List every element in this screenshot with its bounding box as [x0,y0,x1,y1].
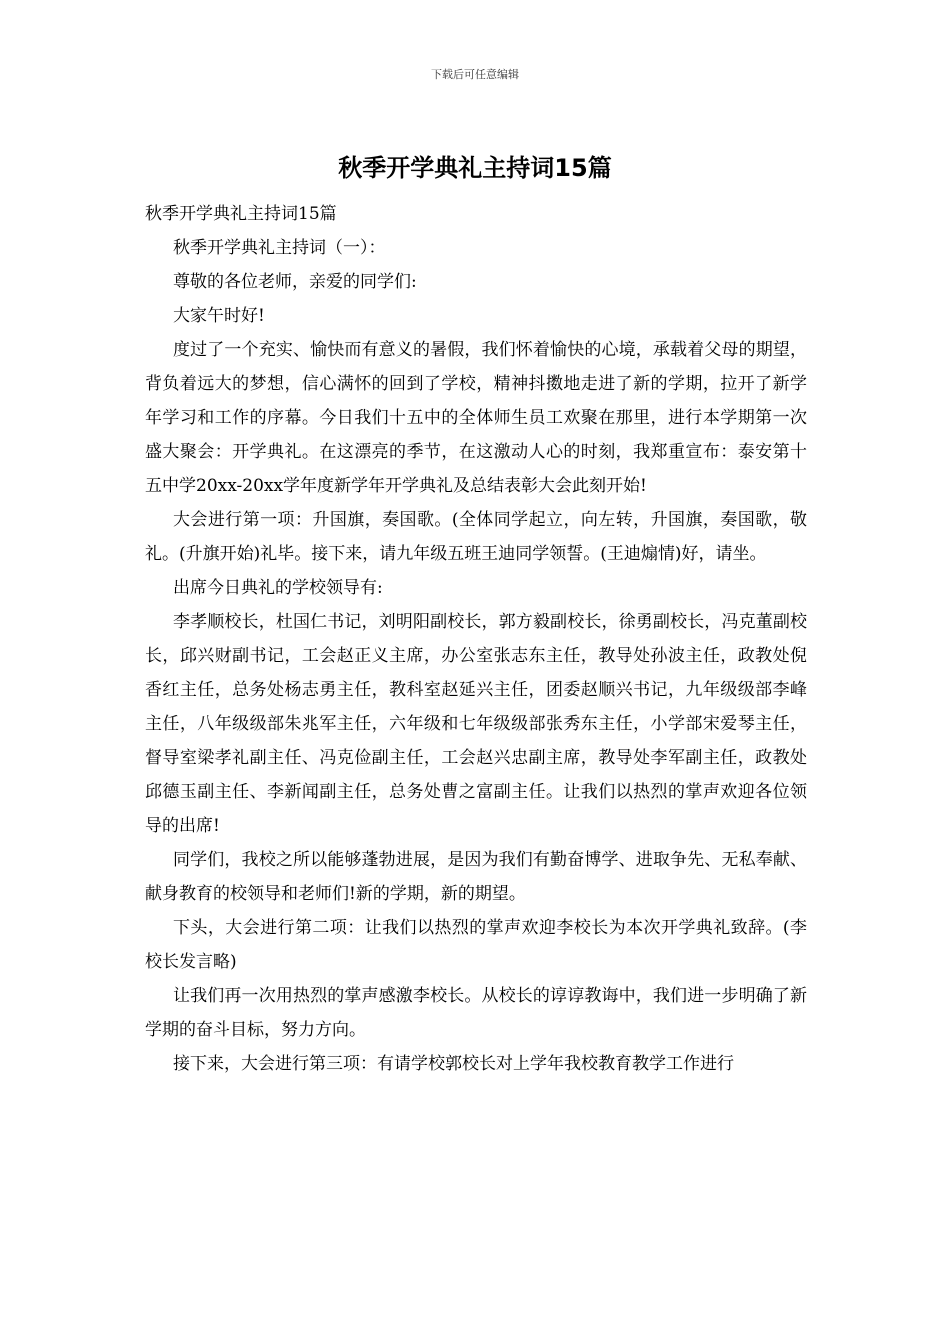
paragraph: 尊敬的各位老师，亲爱的同学们: [173,272,417,292]
paragraph: 接下来，大会进行第三项：有请学校郭校长对上学年我校教育教学工作进行 [173,1054,734,1074]
document-body [145,197,807,1081]
body-subtitle: 秋季开学典礼主持词15篇 [145,204,337,224]
header-note: 下载后可任意编辑 [431,68,519,81]
paragraph: 大家午时好! [173,306,265,326]
paragraph: 大会进行第一项：升国旗，奏国歌。(全体同学起立，向左转，升国旗，奏国歌，敬礼。(升旗开始)礼毕。接下来，请九年级五班王迪同学领誓。(王迪煽情)好，请坐。 [145,510,807,564]
paragraph: 让我们再一次用热烈的掌声感激李校长。从校长的谆谆教诲中，我们进一步明确了新学期的奋斗目标，努力方向。 [145,986,807,1040]
paragraph: 下头，大会进行第二项：让我们以热烈的掌声欢迎李校长为本次开学典礼致辞。(李校长发言略) [145,918,807,972]
paragraph: 李孝顺校长，杜国仁书记，刘明阳副校长，郭方毅副校长，徐勇副校长，冯克董副校长，邱兴财副书记，工会赵正义主席，办公室张志东主任，教导处孙波主任，政教处倪香红主任，总务处杨志勇主任，教科室赵延兴主任，团委赵顺兴书记，九年级级部李峰主任，八年级级部朱兆军主任，六年级和七年级级部张秀东主任，小学部宋爱琴主任，督导室梁孝礼副主任、冯克俭副主任，工会赵兴忠副主席，教导处李军副主任，政教处邱德玉副主任、李新闻副主任，总务处曹之富副主任。让我们以热烈的掌声欢迎各位领导的出席! [145,612,807,836]
paragraph: 出席今日典礼的学校领导有: [173,578,383,598]
paragraph: 度过了一个充实、愉快而有意义的暑假，我们怀着愉快的心境，承载着父母的期望，背负着远大的梦想，信心满怀的回到了学校，精神抖擞地走进了新的学期，拉开了新学年学习和工作的序幕。今日我们十五中的全体师生员工欢聚在那里，进行本学期第一次盛大聚会：开学典礼。在这漂亮的季节，在这激动人心的时刻，我郑重宣布：泰安第十五中学20xx-20xx学年度新学年开学典礼及总结表彰大会此刻开始! [145,340,807,496]
document-title: 秋季开学典礼主持词15篇 [338,154,612,182]
paragraph: 同学们，我校之所以能够蓬勃进展，是因为我们有勤奋博学、进取争先、无私奉献、献身教育的校领导和老师们!新的学期，新的期望。 [145,850,807,904]
paragraph: 秋季开学典礼主持词（一）： [173,238,386,258]
